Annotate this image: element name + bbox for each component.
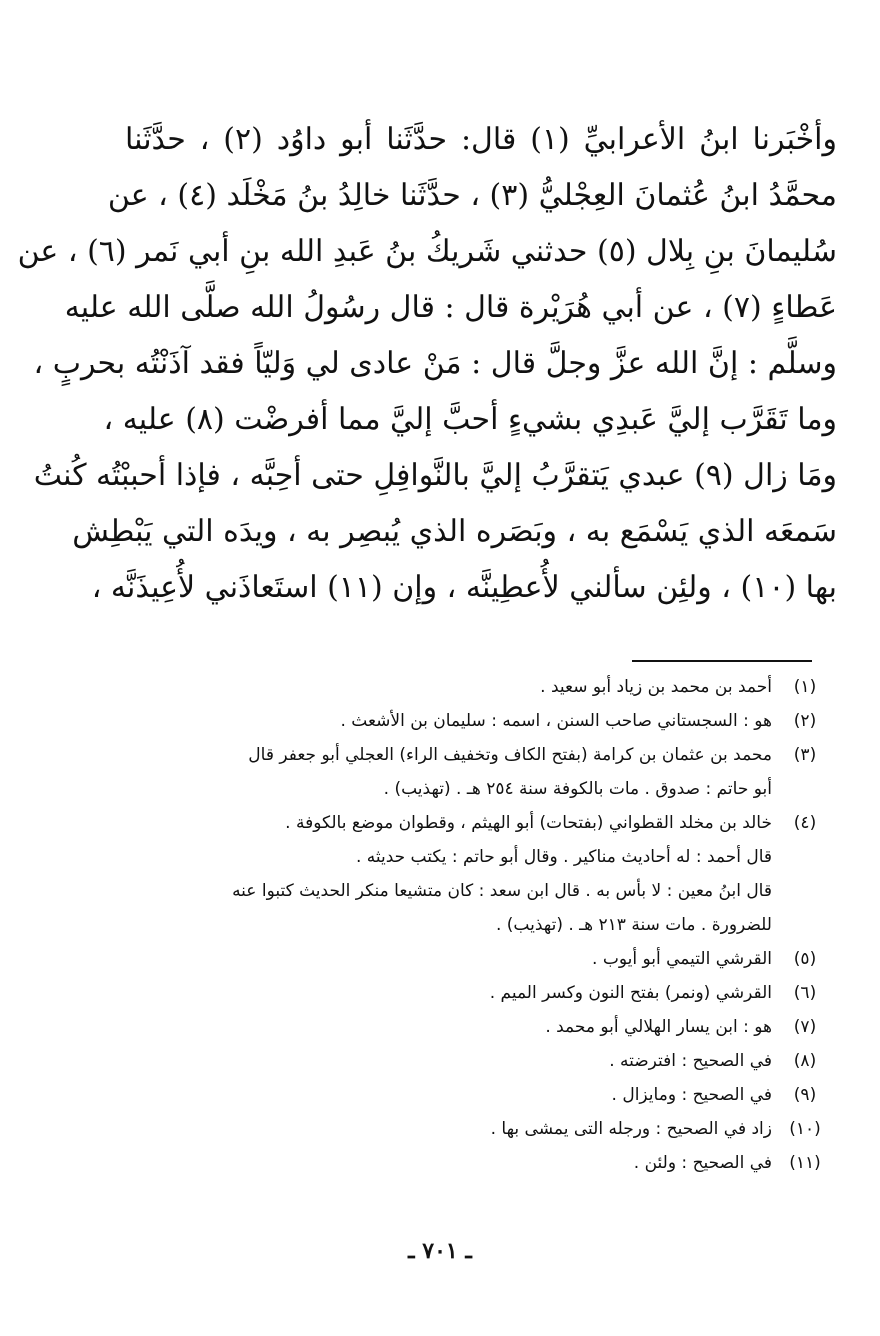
footnote-item [158, 1044, 838, 1078]
footnote-text: في الصحيح : ولئن . [633, 1153, 772, 1173]
footnote-text: خالد بن مخلد القطواني (بفتحات) أبو الهيثم ، وقطوان موضع بالكوفة . [285, 813, 772, 833]
footnote-number: (٧) [793, 1017, 817, 1037]
footnote-number: (٢) [793, 711, 817, 731]
footnote-text: زاد في الصحيح : ورجله التى يمشى بها . [490, 1119, 772, 1139]
text-line: ومَا زال (٩) عبدي يَتقرَّبُ إليَّ بالنَّوافِلِ حتى أحِبَّه ، فإذا أحببْتُه كُنتُ [33, 458, 837, 493]
footnote-body [158, 738, 772, 806]
footnote-text: قال ابنُ معين : لا بأس به . قال ابن سعد : كان متشيعا منكر الحديث كتبوا عنه [232, 881, 772, 901]
footnote-body [158, 806, 772, 942]
page-number: ـ ٧٠١ ـ [408, 1238, 472, 1264]
footnote-body [158, 976, 772, 1010]
footnotes [158, 670, 838, 1180]
footnote-text: أحمد بن محمد بن زياد أبو سعيد . [540, 677, 772, 697]
footnote-item [158, 1146, 838, 1180]
text-line: وما تَقَرَّب إليَّ عَبدِي بشيءٍ أحبَّ إليَّ مما أفرضْت (٨) عليه ، [103, 402, 837, 437]
footnote-number: (٦) [793, 983, 817, 1003]
text-line: وأخْبَرنا ابنُ الأعرابيِّ (١) قال: حدَّثَنا أبو داوُد (٢) ، حدَّثَنا [125, 122, 837, 157]
footnote-body [158, 670, 772, 704]
footnote-body [158, 1010, 772, 1044]
footnote-text: القرشي التيمي أبو أيوب . [592, 949, 772, 969]
footnote-text: القرشي (ونمر) بفتح النون وكسر الميم . [489, 983, 772, 1003]
footnote-item [158, 1010, 838, 1044]
footnote-item [158, 670, 838, 704]
footnote-body [158, 1146, 772, 1180]
footnote-number: (٤) [793, 813, 817, 833]
footnote-text: قال أحمد : له أحاديث مناكير . وقال أبو حاتم : يكتب حديثه . [355, 847, 772, 867]
hadith-text [17, 112, 837, 616]
footnote-text: في الصحيح : ومايزال . [611, 1085, 772, 1105]
footnote-divider [632, 660, 812, 662]
text-line: سُليمانَ بنِ بِلال (٥) حدثني شَريكُ بنُ عَبدِ الله بنِ أبي نَمر (٦) ، عن [17, 234, 837, 269]
footnote-item [158, 738, 838, 806]
footnote-text: أبو حاتم : صدوق . مات بالكوفة سنة ٢٥٤ هـ . (تهذيب) . [383, 779, 772, 799]
footnote-body [158, 1078, 772, 1112]
text-line: وسلَّم : إنَّ الله عزَّ وجلَّ قال : مَنْ عادى لي وَليّاً فقد آذَنْتُه بحربٍ ، [33, 346, 837, 381]
footnote-text: هو : السجستاني صاحب السنن ، اسمه : سليمان بن الأشعث . [340, 711, 772, 731]
footnote-body [158, 704, 772, 738]
footnote-number: (١) [793, 677, 817, 697]
text-line: عَطاءٍ (٧) ، عن أبي هُرَيْرة قال : قال رسُولُ الله صلَّى الله عليه [64, 290, 837, 325]
footnote-text: هو : ابن يسار الهلالي أبو محمد . [545, 1017, 772, 1037]
footnote-number: (١٠) [789, 1119, 821, 1139]
footnote-number: (٣) [793, 745, 817, 765]
text-line: بها (١٠) ، ولئِن سألني لأُعطِينَّه ، وإن (١١) استَعاذَني لأُعِيذَنَّه ، [91, 570, 837, 605]
footnote-number: (٩) [793, 1085, 817, 1105]
footnote-text: للضرورة . مات سنة ٢١٣ هـ . (تهذيب) . [495, 915, 772, 935]
footnote-item [158, 704, 838, 738]
footnote-item [158, 942, 838, 976]
footnote-item [158, 976, 838, 1010]
footnote-body [158, 942, 772, 976]
footnote-item [158, 1078, 838, 1112]
text-line: محمَّدُ ابنُ عُثمانَ العِجْليُّ (٣) ، حدَّثَنا خالِدُ بنُ مَخْلَد (٤) ، عن [107, 178, 837, 213]
footnote-number: (٥) [793, 949, 817, 969]
footnote-number: (٨) [793, 1051, 817, 1071]
footnote-item [158, 1112, 838, 1146]
footnote-number: (١١) [789, 1153, 821, 1173]
footnote-text: محمد بن عثمان بن كرامة (بفتح الكاف وتخفيف الراء) العجلي أبو جعفر قال [248, 745, 772, 765]
footnote-body [158, 1112, 772, 1146]
footnote-body [158, 1044, 772, 1078]
text-line: سَمعَه الذي يَسْمَع به ، وبَصَره الذي يُبصِر به ، ويدَه التي يَبْطِش [72, 514, 837, 549]
footnote-item [158, 806, 838, 942]
footnote-text: في الصحيح : افترضته . [609, 1051, 772, 1071]
